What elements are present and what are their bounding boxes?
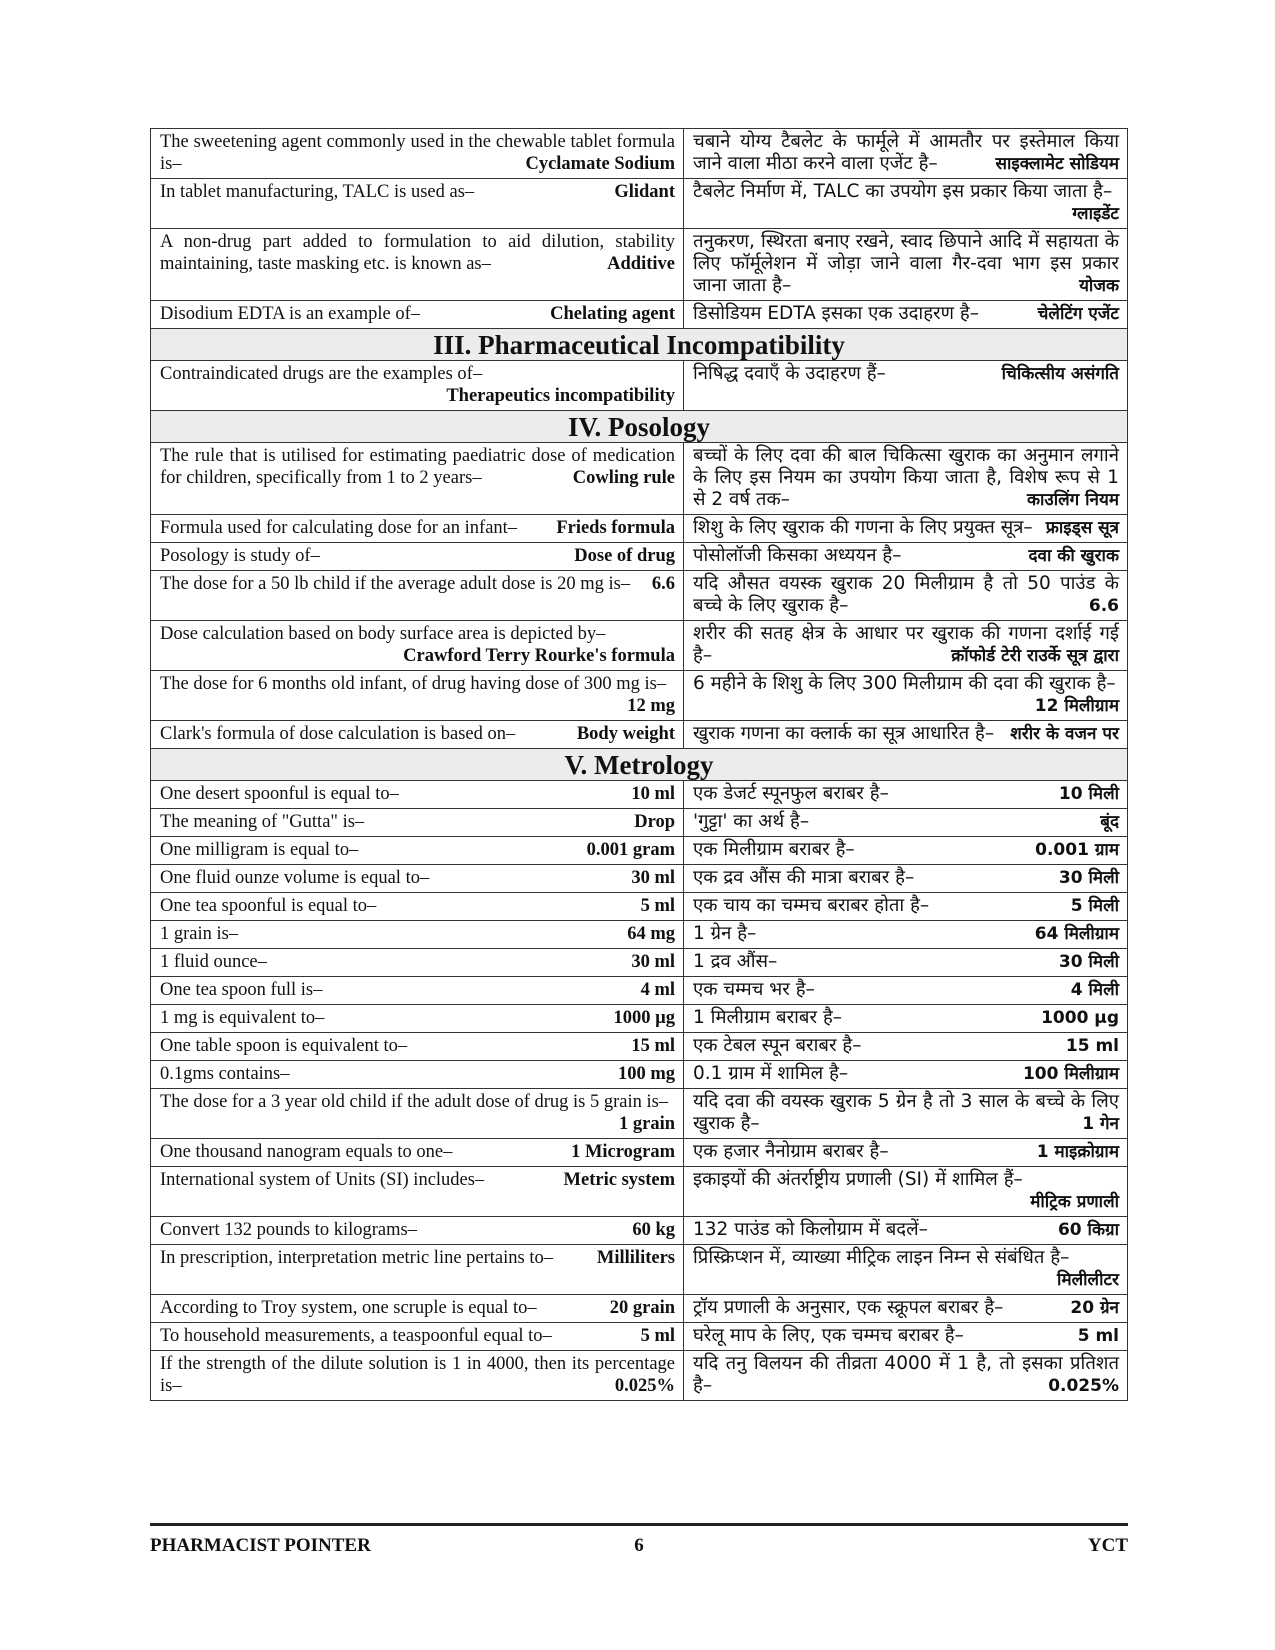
hindi-answer: 4 मिली bbox=[1070, 980, 1119, 1000]
hindi-answer: 10 मिली bbox=[1058, 784, 1119, 804]
hindi-question: एक चाय का चम्मच बराबर होता है– bbox=[693, 895, 930, 916]
english-cell bbox=[151, 443, 684, 515]
english-cell bbox=[151, 837, 684, 865]
hindi-answer: दवा की खुराक bbox=[1028, 546, 1119, 566]
hindi-cell bbox=[684, 1033, 1128, 1061]
qa-table bbox=[150, 128, 1128, 1401]
english-question: The meaning of "Gutta" is– bbox=[160, 812, 365, 832]
english-cell bbox=[151, 621, 684, 671]
hindi-cell bbox=[684, 721, 1128, 749]
qa-row bbox=[151, 543, 1128, 571]
hindi-question: 'गुट्टा' का अर्थ है– bbox=[693, 811, 810, 832]
english-question: Posology is study of– bbox=[160, 546, 320, 566]
english-question: Formula used for calculating dose for an infant– bbox=[160, 518, 518, 538]
hindi-question: एक द्रव औंस की मात्रा बराबर है– bbox=[693, 867, 915, 888]
english-answer: Cyclamate Sodium bbox=[525, 154, 675, 174]
hindi-question: शिशु के लिए खुराक की गणना के लिए प्रयुक्त सूत्र– bbox=[693, 517, 1033, 538]
qa-row bbox=[151, 921, 1128, 949]
hindi-cell bbox=[684, 671, 1128, 721]
qa-row bbox=[151, 301, 1128, 329]
qa-row bbox=[151, 1323, 1128, 1351]
english-question: One desert spoonful is equal to– bbox=[160, 784, 399, 804]
qa-row bbox=[151, 1167, 1128, 1217]
english-answer: 1000 µg bbox=[613, 1008, 675, 1028]
hindi-cell bbox=[684, 781, 1128, 809]
english-question: The dose for a 50 lb child if the average adult dose is 20 mg is– bbox=[160, 574, 631, 594]
english-answer: Body weight bbox=[576, 724, 675, 744]
hindi-answer: योजक bbox=[1079, 276, 1119, 296]
english-question: One table spoon is equivalent to– bbox=[160, 1036, 408, 1056]
english-cell bbox=[151, 179, 684, 229]
hindi-cell bbox=[684, 809, 1128, 837]
hindi-answer: मिलीलीटर bbox=[1057, 1270, 1119, 1290]
english-answer: Therapeutics incompatibility bbox=[446, 386, 675, 406]
hindi-answer: 0.001 ग्राम bbox=[1035, 840, 1119, 860]
qa-row bbox=[151, 515, 1128, 543]
qa-row bbox=[151, 1217, 1128, 1245]
hindi-question: प्रिस्क्रिप्शन में, व्याख्या मीट्रिक लाइन निम्न से संबंधित है– bbox=[693, 1247, 1070, 1268]
hindi-cell bbox=[684, 837, 1128, 865]
english-cell bbox=[151, 571, 684, 621]
section-title: V. Metrology bbox=[151, 749, 1128, 781]
hindi-question: पोसोलॉजी किसका अध्ययन है– bbox=[693, 545, 902, 566]
english-answer: Glidant bbox=[614, 182, 675, 202]
hindi-cell bbox=[684, 1005, 1128, 1033]
hindi-question: 6 महीने के शिशु के लिए 300 मिलीग्राम की दवा की खुराक है– bbox=[693, 673, 1116, 694]
english-cell bbox=[151, 543, 684, 571]
footer-publisher: YCT bbox=[1087, 1535, 1128, 1556]
english-answer: 6.6 bbox=[651, 574, 675, 594]
hindi-question: एक मिलीग्राम बराबर है– bbox=[693, 839, 855, 860]
section-title: III. Pharmaceutical Incompatibility bbox=[151, 329, 1128, 361]
qa-row bbox=[151, 129, 1128, 179]
hindi-cell bbox=[684, 865, 1128, 893]
hindi-question: खुराक गणना का क्लार्क का सूत्र आधारित है– bbox=[693, 723, 995, 744]
hindi-answer: चिकित्सीय असंगति bbox=[1001, 364, 1119, 384]
qa-row bbox=[151, 671, 1128, 721]
english-answer: 1 grain bbox=[618, 1114, 675, 1134]
english-question: 1 fluid ounce– bbox=[160, 952, 267, 972]
english-cell bbox=[151, 1295, 684, 1323]
english-cell bbox=[151, 921, 684, 949]
english-cell bbox=[151, 977, 684, 1005]
section-header-row bbox=[151, 329, 1128, 361]
english-cell bbox=[151, 1005, 684, 1033]
english-cell bbox=[151, 1323, 684, 1351]
english-answer: Drop bbox=[634, 812, 675, 832]
hindi-answer: साइक्लामेट सोडियम bbox=[995, 154, 1119, 174]
english-answer: 30 ml bbox=[631, 868, 675, 888]
english-question: Dose calculation based on body surface area is depicted by– bbox=[160, 624, 606, 644]
english-answer: 30 ml bbox=[631, 952, 675, 972]
english-cell bbox=[151, 1139, 684, 1167]
qa-row bbox=[151, 179, 1128, 229]
qa-row bbox=[151, 361, 1128, 411]
hindi-question: शरीर की सतह क्षेत्र के आधार पर खुराक की गणना दर्शाई गई है– bbox=[693, 623, 1119, 666]
hindi-question: 132 पाउंड को किलोग्राम में बदलें– bbox=[693, 1219, 928, 1240]
hindi-answer: 0.025% bbox=[1048, 1376, 1119, 1396]
english-answer: Cowling rule bbox=[572, 468, 675, 488]
english-question: One tea spoon full is– bbox=[160, 980, 323, 1000]
hindi-cell bbox=[684, 1139, 1128, 1167]
page-number: 6 bbox=[634, 1535, 644, 1556]
hindi-question: बच्चों के लिए दवा की बाल चिकित्सा खुराक का अनुमान लगाने के लिए इस नियम का उपयोग किया जाता है, विशेष रूप से 1 से 2 वर्ष तक– bbox=[693, 445, 1119, 510]
hindi-cell bbox=[684, 1061, 1128, 1089]
hindi-question: डिसोडियम EDTA इसका एक उदाहरण है– bbox=[693, 303, 979, 324]
hindi-answer: चेलेटिंग एजेंट bbox=[1037, 304, 1119, 324]
english-cell bbox=[151, 671, 684, 721]
hindi-answer: काउलिंग नियम bbox=[1026, 490, 1119, 510]
english-question: A non-drug part added to formulation to aid dilution, stability maintaining, taste masking etc. is known as– bbox=[160, 232, 675, 274]
english-cell bbox=[151, 781, 684, 809]
hindi-cell bbox=[684, 229, 1128, 301]
hindi-answer: 5 ml bbox=[1077, 1326, 1119, 1346]
hindi-answer: 6.6 bbox=[1088, 596, 1119, 616]
english-answer: Crawford Terry Rourke's formula bbox=[403, 646, 675, 666]
english-cell bbox=[151, 1167, 684, 1217]
qa-row bbox=[151, 443, 1128, 515]
english-answer: 4 ml bbox=[640, 980, 675, 1000]
english-answer: 100 mg bbox=[617, 1064, 675, 1084]
english-answer: 5 ml bbox=[640, 896, 675, 916]
hindi-answer: 1 माइक्रोग्राम bbox=[1036, 1142, 1119, 1162]
hindi-answer: 5 मिली bbox=[1070, 896, 1119, 916]
english-question: 1 mg is equivalent to– bbox=[160, 1008, 325, 1028]
hindi-answer: 64 मिलीग्राम bbox=[1034, 924, 1119, 944]
hindi-cell bbox=[684, 515, 1128, 543]
qa-row bbox=[151, 1351, 1128, 1401]
english-question: In tablet manufacturing, TALC is used as– bbox=[160, 182, 475, 202]
hindi-question: इकाइयों की अंतर्राष्ट्रीय प्रणाली (SI) में शामिल हैं– bbox=[693, 1169, 1023, 1190]
qa-row bbox=[151, 1033, 1128, 1061]
hindi-cell bbox=[684, 129, 1128, 179]
qa-row bbox=[151, 1089, 1128, 1139]
english-answer: Additive bbox=[607, 254, 675, 274]
english-question: International system of Units (SI) includes– bbox=[160, 1170, 485, 1190]
english-answer: 12 mg bbox=[627, 696, 675, 716]
english-answer: 10 ml bbox=[631, 784, 675, 804]
english-cell bbox=[151, 1061, 684, 1089]
footer-book-title: PHARMACIST POINTER bbox=[150, 1535, 371, 1556]
english-answer: Milliliters bbox=[596, 1248, 675, 1268]
qa-row bbox=[151, 977, 1128, 1005]
hindi-cell bbox=[684, 301, 1128, 329]
hindi-question: टैबलेट निर्माण में, TALC का उपयोग इस प्रकार किया जाता है– bbox=[693, 181, 1113, 202]
hindi-cell bbox=[684, 179, 1128, 229]
hindi-question: यदि औसत वयस्क खुराक 20 मिलीग्राम है तो 50 पाउंड के बच्चे के लिए खुराक है– bbox=[693, 573, 1119, 616]
hindi-cell bbox=[684, 949, 1128, 977]
english-question: 1 grain is– bbox=[160, 924, 239, 944]
english-question: One tea spoonful is equal to– bbox=[160, 896, 377, 916]
hindi-question: निषिद्ध दवाएँ के उदाहरण हैं– bbox=[693, 363, 886, 384]
english-question: 0.1gms contains– bbox=[160, 1064, 290, 1084]
hindi-answer: शरीर के वजन पर bbox=[1010, 724, 1119, 744]
hindi-answer: ग्लाइडेंट bbox=[1072, 204, 1119, 224]
page-footer bbox=[150, 1523, 1128, 1564]
hindi-cell bbox=[684, 1295, 1128, 1323]
english-cell bbox=[151, 809, 684, 837]
english-answer: 60 kg bbox=[632, 1220, 675, 1240]
hindi-cell bbox=[684, 361, 1128, 411]
english-cell bbox=[151, 721, 684, 749]
qa-row bbox=[151, 949, 1128, 977]
qa-row bbox=[151, 721, 1128, 749]
english-question: The rule that is utilised for estimating paediatric dose of medication for children, specifically from 1 to 2 years– bbox=[160, 446, 675, 488]
hindi-answer: 20 ग्रेन bbox=[1070, 1298, 1119, 1318]
english-answer: Dose of drug bbox=[574, 546, 675, 566]
qa-row bbox=[151, 865, 1128, 893]
qa-row bbox=[151, 781, 1128, 809]
english-question: One thousand nanogram equals to one– bbox=[160, 1142, 453, 1162]
english-answer: Chelating agent bbox=[550, 304, 675, 324]
english-answer: 1 Microgram bbox=[571, 1142, 675, 1162]
english-question: According to Troy system, one scruple is equal to– bbox=[160, 1298, 537, 1318]
qa-row bbox=[151, 809, 1128, 837]
qa-row bbox=[151, 571, 1128, 621]
hindi-question: 1 मिलीग्राम बराबर है– bbox=[693, 1007, 843, 1028]
english-answer: 0.001 gram bbox=[586, 840, 675, 860]
hindi-cell bbox=[684, 621, 1128, 671]
english-answer: 20 grain bbox=[609, 1298, 675, 1318]
english-cell bbox=[151, 865, 684, 893]
hindi-question: 1 द्रव औंस– bbox=[693, 951, 778, 972]
hindi-answer: 60 किग्रा bbox=[1057, 1220, 1119, 1240]
hindi-cell bbox=[684, 1351, 1128, 1401]
hindi-question: एक चम्मच भर है– bbox=[693, 979, 815, 1000]
qa-row bbox=[151, 621, 1128, 671]
english-question: Disodium EDTA is an example of– bbox=[160, 304, 421, 324]
english-cell bbox=[151, 301, 684, 329]
english-cell bbox=[151, 129, 684, 179]
section-title: IV. Posology bbox=[151, 411, 1128, 443]
qa-row bbox=[151, 229, 1128, 301]
hindi-answer: मीट्रिक प्रणाली bbox=[1030, 1192, 1119, 1212]
section-header-row bbox=[151, 749, 1128, 781]
english-answer: 15 ml bbox=[631, 1036, 675, 1056]
hindi-answer: 12 मिलीग्राम bbox=[1034, 696, 1119, 716]
english-answer: Metric system bbox=[563, 1170, 675, 1190]
hindi-question: 0.1 ग्राम में शामिल है– bbox=[693, 1063, 849, 1084]
english-answer: 5 ml bbox=[640, 1326, 675, 1346]
hindi-cell bbox=[684, 1245, 1128, 1295]
hindi-question: तनुकरण, स्थिरता बनाए रखने, स्वाद छिपाने आदि में सहायता के लिए फॉर्मूलेशन में जोड़ा जाने वाला गैर-दवा भाग इस प्रकार जाना जाता है– bbox=[693, 231, 1119, 296]
hindi-cell bbox=[684, 921, 1128, 949]
hindi-cell bbox=[684, 1089, 1128, 1139]
qa-row bbox=[151, 837, 1128, 865]
hindi-answer: फ्राइड्स सूत्र bbox=[1045, 518, 1119, 538]
english-question: If the strength of the dilute solution is 1 in 4000, then its percentage is– bbox=[160, 1354, 675, 1396]
english-cell bbox=[151, 893, 684, 921]
hindi-answer: बूंद bbox=[1100, 812, 1119, 832]
english-cell bbox=[151, 949, 684, 977]
hindi-question: ट्रॉय प्रणाली के अनुसार, एक स्क्रूपल बराबर है– bbox=[693, 1297, 1004, 1318]
english-cell bbox=[151, 1217, 684, 1245]
section-header-row bbox=[151, 411, 1128, 443]
qa-row bbox=[151, 1245, 1128, 1295]
english-question: Contraindicated drugs are the examples of– bbox=[160, 364, 483, 384]
english-cell bbox=[151, 1033, 684, 1061]
hindi-question: एक हजार नैनोग्राम बराबर है– bbox=[693, 1141, 889, 1162]
english-cell bbox=[151, 1245, 684, 1295]
hindi-question: एक टेबल स्पून बराबर है– bbox=[693, 1035, 862, 1056]
english-cell bbox=[151, 229, 684, 301]
english-answer: 64 mg bbox=[627, 924, 675, 944]
hindi-cell bbox=[684, 977, 1128, 1005]
hindi-answer: 15 ml bbox=[1065, 1036, 1119, 1056]
hindi-question: यदि दवा की वयस्क खुराक 5 ग्रेन है तो 3 साल के बच्चे के लिए खुराक है– bbox=[693, 1091, 1119, 1134]
hindi-cell bbox=[684, 543, 1128, 571]
hindi-cell bbox=[684, 443, 1128, 515]
hindi-cell bbox=[684, 1167, 1128, 1217]
hindi-question: एक डेजर्ट स्पूनफुल बराबर है– bbox=[693, 783, 889, 804]
hindi-answer: 1000 µg bbox=[1041, 1008, 1119, 1028]
hindi-cell bbox=[684, 893, 1128, 921]
hindi-question: चबाने योग्य टैबलेट के फार्मूले में आमतौर पर इस्तेमाल किया जाने वाला मीठा करने वाला एजेंट है– bbox=[693, 131, 1119, 174]
english-question: The dose for a 3 year old child if the adult dose of drug is 5 grain is– bbox=[160, 1092, 669, 1112]
english-cell bbox=[151, 361, 684, 411]
hindi-cell bbox=[684, 571, 1128, 621]
qa-row bbox=[151, 893, 1128, 921]
hindi-cell bbox=[684, 1217, 1128, 1245]
hindi-answer: क्रॉफोर्ड टेरी राउर्के सूत्र द्वारा bbox=[951, 646, 1119, 666]
qa-row bbox=[151, 1061, 1128, 1089]
hindi-answer: 100 मिलीग्राम bbox=[1022, 1064, 1119, 1084]
english-question: Convert 132 pounds to kilograms– bbox=[160, 1220, 417, 1240]
english-cell bbox=[151, 515, 684, 543]
qa-row bbox=[151, 1005, 1128, 1033]
qa-row bbox=[151, 1139, 1128, 1167]
english-question: In prescription, interpretation metric line pertains to– bbox=[160, 1248, 553, 1268]
hindi-answer: 30 मिली bbox=[1058, 952, 1119, 972]
hindi-question: घरेलू माप के लिए, एक चम्मच बराबर है– bbox=[693, 1325, 964, 1346]
hindi-question: यदि तनु विलयन की तीव्रता 4000 में 1 है, तो इसका प्रतिशत है– bbox=[693, 1353, 1119, 1396]
english-answer: 0.025% bbox=[614, 1376, 675, 1396]
hindi-cell bbox=[684, 1323, 1128, 1351]
hindi-question: 1 ग्रेन है– bbox=[693, 923, 757, 944]
english-question: Clark's formula of dose calculation is based on– bbox=[160, 724, 516, 744]
hindi-answer: 30 मिली bbox=[1058, 868, 1119, 888]
hindi-answer: 1 गेन bbox=[1082, 1114, 1119, 1134]
english-answer: Frieds formula bbox=[556, 518, 675, 538]
english-question: One milligram is equal to– bbox=[160, 840, 359, 860]
qa-row bbox=[151, 1295, 1128, 1323]
english-question: The sweetening agent commonly used in the chewable tablet formula is– bbox=[160, 132, 675, 174]
qa-sheet bbox=[150, 128, 1128, 1401]
english-question: The dose for 6 months old infant, of drug having dose of 300 mg is– bbox=[160, 674, 667, 694]
english-cell bbox=[151, 1089, 684, 1139]
english-question: One fluid ounze volume is equal to– bbox=[160, 868, 430, 888]
english-cell bbox=[151, 1351, 684, 1401]
english-question: To household measurements, a teaspoonful equal to– bbox=[160, 1326, 552, 1346]
